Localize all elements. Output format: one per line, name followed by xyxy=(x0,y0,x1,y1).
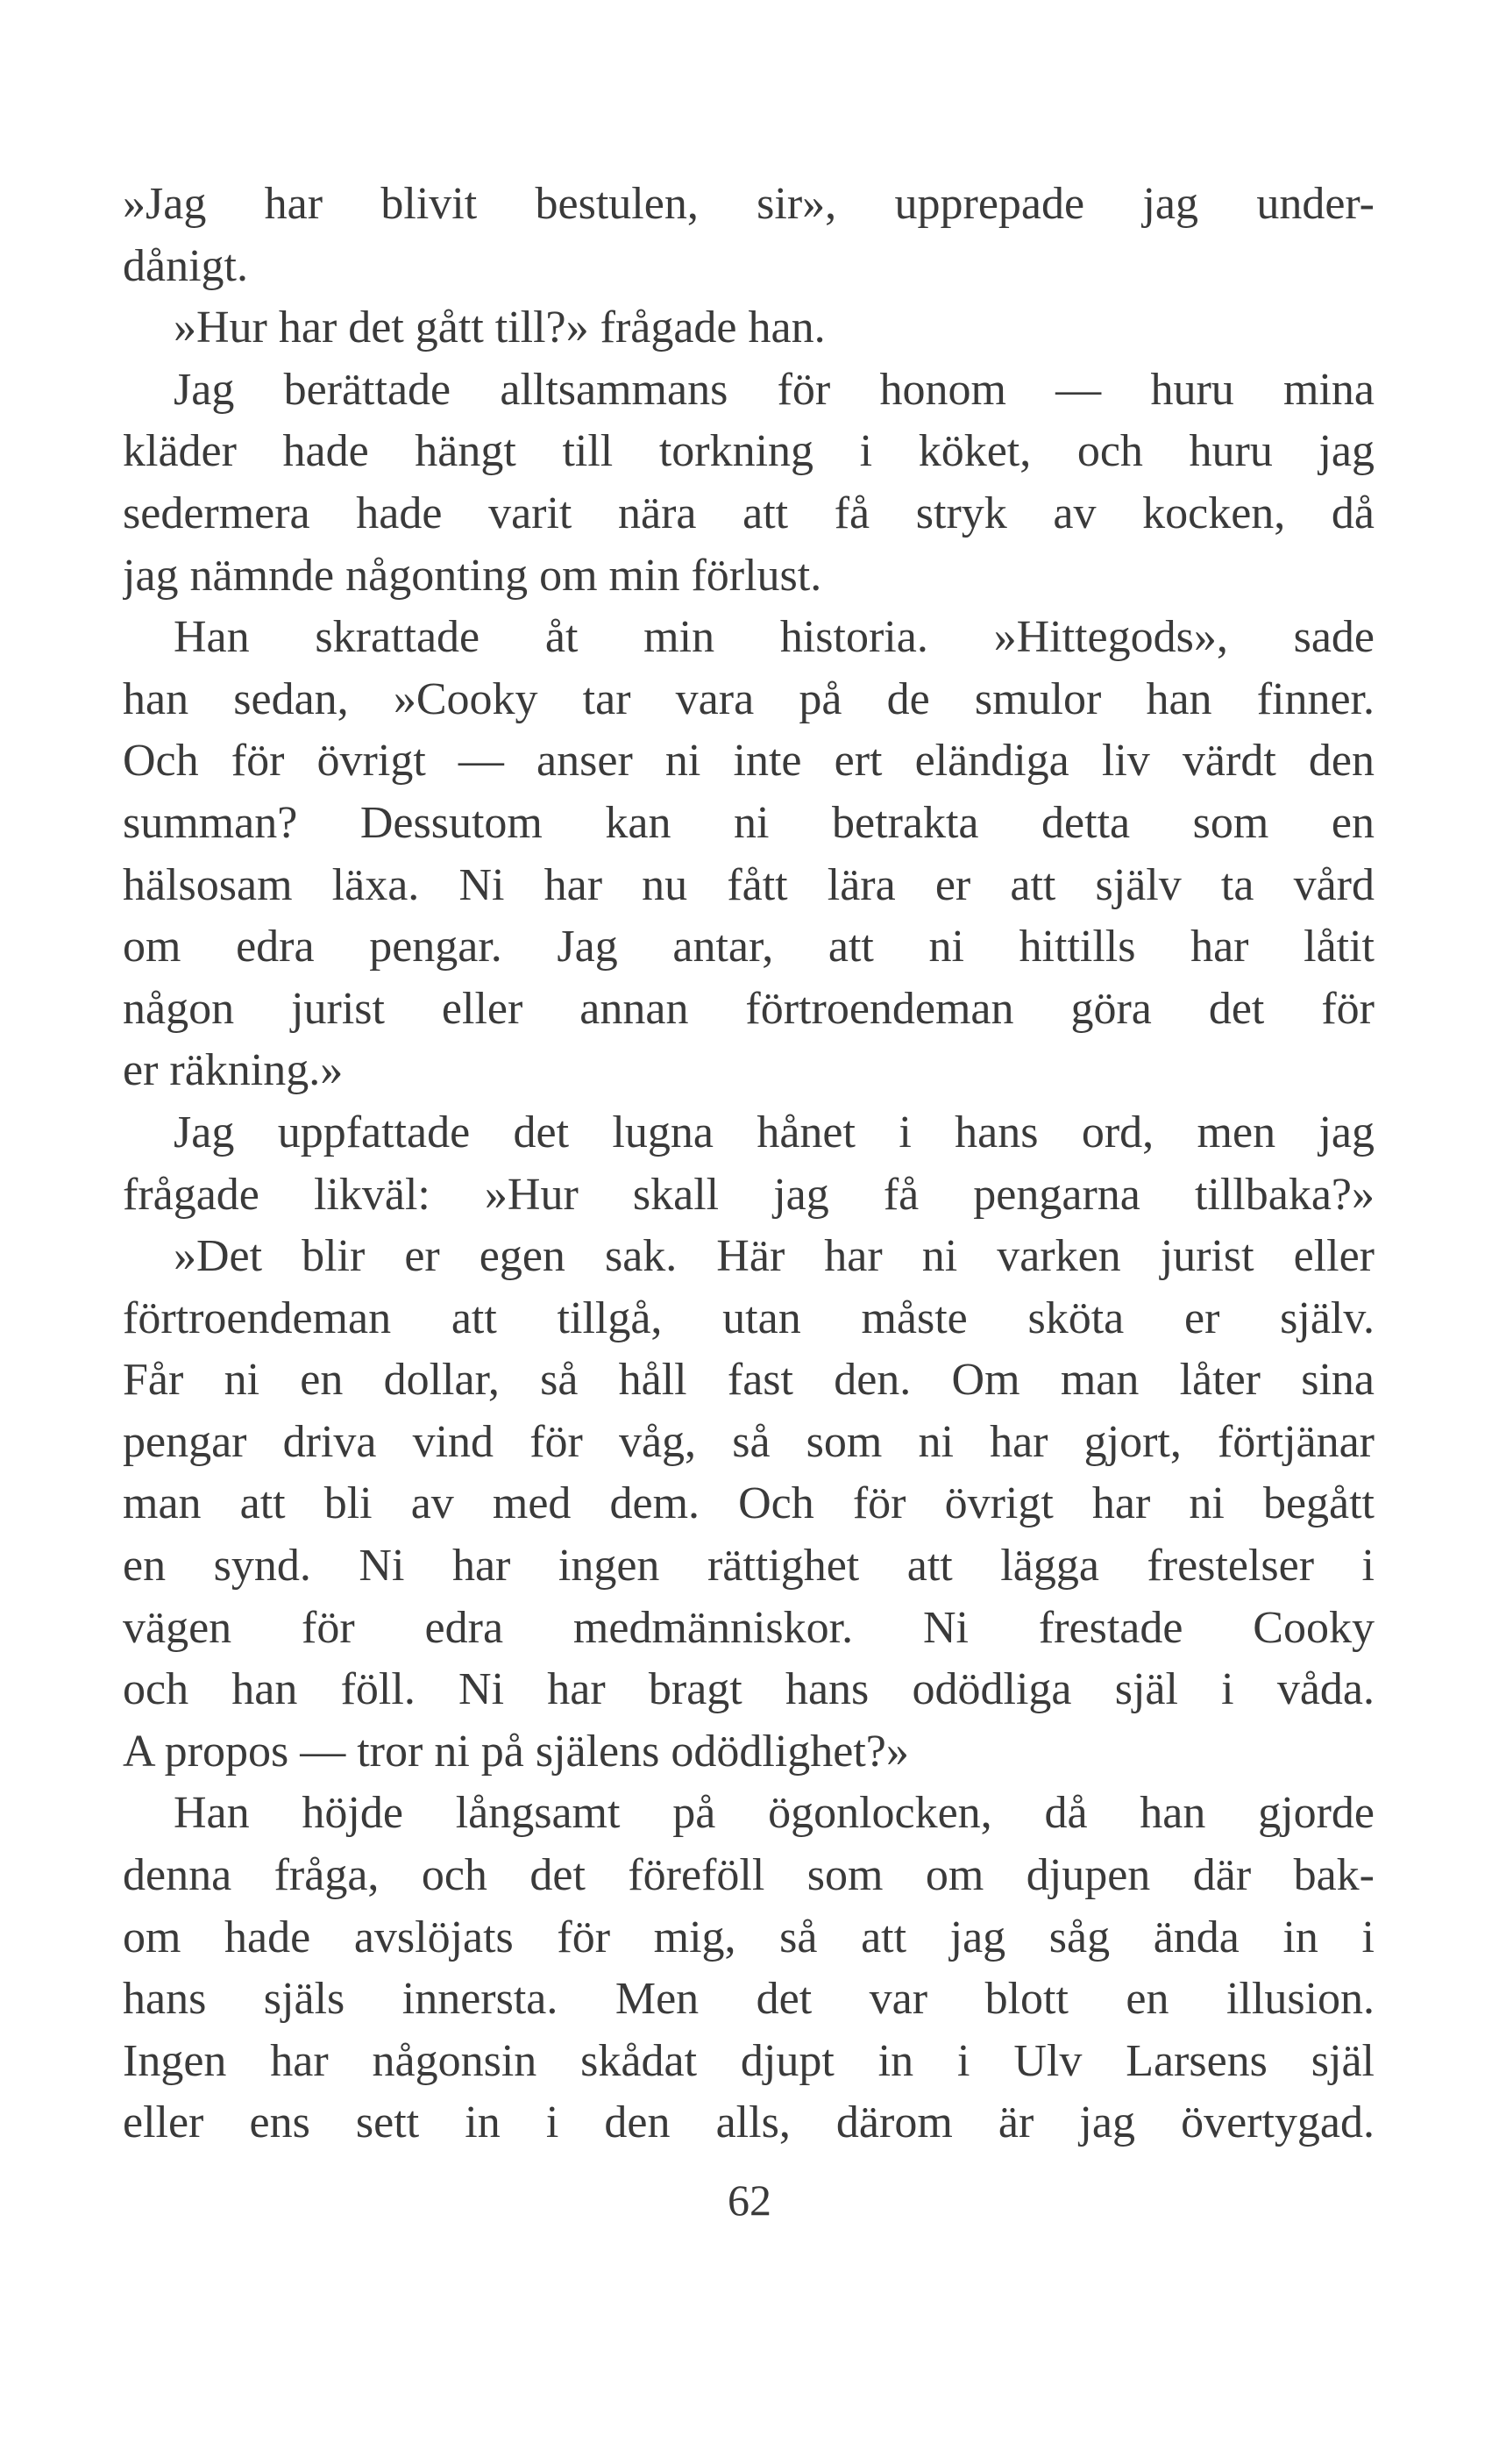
text-line: han sedan, »Cooky tar vara på de smulor han finner. xyxy=(123,673,1375,724)
text-line: denna fråga, och det föreföll som om djupen där bak- xyxy=(123,1850,1375,1901)
page-number: 62 xyxy=(728,2176,771,2225)
text-line: en synd. Ni har ingen rättighet att lägga frestelser i xyxy=(123,1541,1375,1592)
text-line: frågade likväl: »Hur skall jag få pengarna tillbaka?» xyxy=(123,1169,1375,1220)
text-line: dånigt. xyxy=(123,240,248,291)
text-line: vägen för edra medmänniskor. Ni frestade Cooky xyxy=(123,1602,1375,1653)
text-line: förtroendeman att tillgå, utan måste sköta er själv. xyxy=(123,1293,1375,1343)
text-line: jag nämnde någonting om min förlust. xyxy=(123,550,822,601)
text-line: Får ni en dollar, så håll fast den. Om man låter sina xyxy=(123,1355,1375,1406)
text-line: om hade avslöjats för mig, så att jag såg ända in i xyxy=(123,1912,1375,1962)
text-line: och han föll. Ni har bragt hans odödliga själ i våda. xyxy=(123,1664,1375,1715)
text-line: er räkning.» xyxy=(123,1045,344,1096)
text-line: hälsosam läxa. Ni har nu fått lära er att själv ta vård xyxy=(123,859,1375,910)
text-line: Han skrattade åt min historia. »Hittegods», sade xyxy=(174,612,1375,663)
text-line: »Det blir er egen sak. Här har ni varken jurist eller xyxy=(174,1231,1375,1282)
text-line: summan? Dessutom kan ni betrakta detta som en xyxy=(123,797,1375,848)
text-line: pengar driva vind för våg, så som ni har gjort, förtjänar xyxy=(123,1416,1375,1467)
text-line: kläder hade hängt till torkning i köket, och huru jag xyxy=(123,426,1375,477)
text-line: Jag uppfattade det lugna hånet i hans ord, men jag xyxy=(174,1107,1375,1157)
text-line: Han höjde långsamt på ögonlocken, då han gjorde xyxy=(174,1788,1375,1839)
text-line: Jag berättade alltsammans för honom — huru mina xyxy=(174,364,1375,415)
text-line: man att bli av med dem. Och för övrigt har ni begått xyxy=(123,1478,1375,1529)
text-line: Ingen har någonsin skådat djupt in i Ulv Larsens själ xyxy=(123,2035,1375,2086)
text-line: eller ens sett in i den alls, därom är jag övertygad. xyxy=(123,2097,1375,2148)
text-line: »Hur har det gått till?» frågade han. xyxy=(174,303,826,353)
text-line: någon jurist eller annan förtroendeman göra det för xyxy=(123,983,1375,1034)
text-line: Och för övrigt — anser ni inte ert eländiga liv värdt den xyxy=(123,736,1375,787)
text-line: »Jag har blivit bestulen, sir», upprepade jag under- xyxy=(123,179,1375,229)
text-line: hans själs innersta. Men det var blott en illusion. xyxy=(123,1974,1375,2025)
text-line: A propos — tror ni på själens odödlighet?» xyxy=(123,1726,909,1777)
body-text xyxy=(123,174,1375,2154)
text-line: om edra pengar. Jag antar, att ni hittills har låtit xyxy=(123,922,1375,972)
text-line: sedermera hade varit nära att få stryk av kocken, då xyxy=(123,488,1375,538)
